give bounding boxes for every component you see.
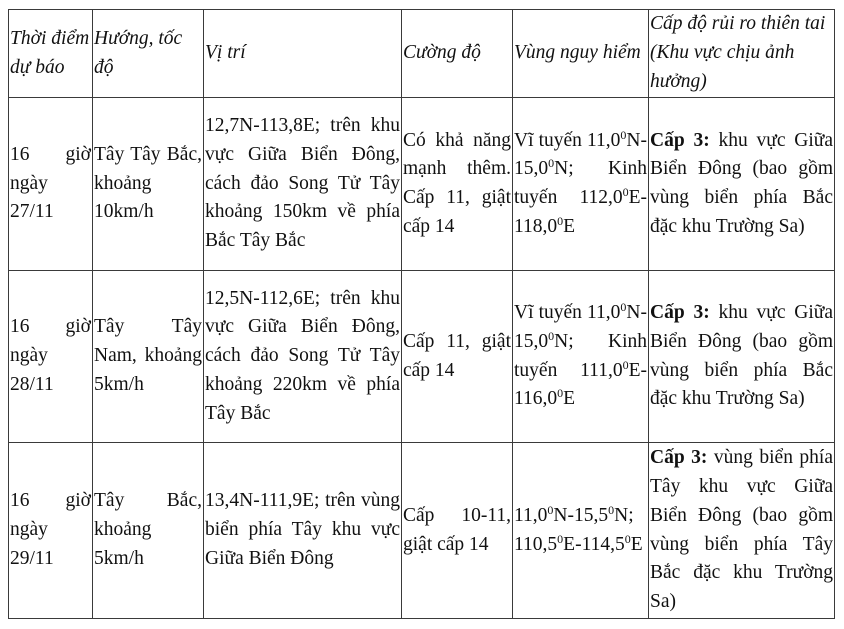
cell-position: 13,4N-111,9E; trên vùng biển phía Tây khu vực Giữa Biển Đông [204, 443, 402, 619]
danger-zone-unit: N; Kinh tuyến [514, 330, 647, 381]
danger-zone-unit: N; [614, 504, 634, 526]
danger-zone-unit: N; Kinh tuyến [514, 158, 647, 208]
danger-zone-lon-to: 114,5 [581, 533, 625, 555]
cell-direction-speed: Tây Bắc, khoảng 5km/h [93, 443, 204, 619]
risk-level-label: Cấp 3: [650, 129, 710, 151]
cell-direction-speed: Tây Tây Nam, khoảng 5km/h [93, 271, 204, 443]
table-row [9, 98, 835, 271]
danger-zone-lat-prefix: Vĩ tuyến [514, 302, 588, 324]
table-header-row [9, 10, 835, 98]
risk-level-label: Cấp 3: [650, 447, 708, 469]
cell-position: 12,7N-113,8E; trên khu vực Giữa Biển Đông, cách đảo Song Tử Tây khoảng 150km về phía Bắc Tây Bắc [204, 98, 402, 271]
danger-zone-lat-prefix: Vĩ tuyến [514, 129, 588, 151]
header-risk-level: Cấp độ rủi ro thiên tai (Khu vực chịu ảnh hưởng) [649, 10, 835, 98]
degree-mark: 0 [557, 531, 564, 546]
risk-level-label: Cấp 3: [650, 302, 710, 324]
header-intensity: Cường độ [402, 10, 513, 98]
cell-direction-speed: Tây Tây Bắc, khoảng 10km/h [93, 98, 204, 271]
degree-mark: 0 [622, 185, 629, 199]
danger-zone-lon-to: 118,0 [514, 215, 558, 237]
storm-forecast-table [8, 9, 835, 619]
degree-mark: 0 [620, 127, 627, 142]
danger-zone-lon-to: 116,0 [514, 388, 558, 410]
danger-zone-unit: E [563, 388, 576, 410]
danger-zone-lat-from: 11,0 [587, 302, 621, 324]
degree-mark: 0 [557, 386, 564, 401]
table-row [9, 271, 835, 443]
cell-position: 12,5N-112,6E; trên khu vực Giữa Biển Đông, cách đảo Song Tử Tây khoảng 220km về phía Tây Bắc [204, 271, 402, 443]
table-row [9, 443, 835, 619]
danger-zone-unit: E- [628, 359, 647, 381]
danger-zone-unit: E [630, 533, 643, 555]
cell-risk-level [649, 443, 835, 619]
cell-danger-zone [513, 271, 649, 443]
danger-zone-lat-from: 11,0 [587, 129, 621, 151]
risk-area-text: vùng biển phía Tây khu vực Giữa Biển Đông (bao gồm vùng biển phía Tây Bắc đặc khu Trường Sa) [650, 447, 833, 612]
degree-mark: 0 [548, 156, 555, 171]
header-forecast-time: Thời điểm dự báo [9, 10, 93, 98]
cell-risk-level [649, 271, 835, 443]
cell-risk-level [649, 98, 835, 271]
degree-mark: 0 [620, 300, 627, 315]
danger-zone-lat-to: 15,0 [514, 330, 549, 352]
cell-danger-zone [513, 443, 649, 619]
cell-forecast-time: 16 giờ ngày 27/11 [9, 98, 93, 271]
danger-zone-unit: E [563, 215, 576, 237]
degree-mark: 0 [548, 328, 555, 343]
cell-danger-zone [513, 98, 649, 271]
cell-intensity: Cấp 10-11, giật cấp 14 [402, 443, 513, 619]
degree-mark: 0 [624, 531, 631, 546]
cell-forecast-time: 16 giờ ngày 28/11 [9, 271, 93, 443]
danger-zone-unit: N- [553, 504, 574, 526]
danger-zone-lon-from: 110,5 [514, 533, 558, 555]
danger-zone-unit: E- [628, 187, 647, 208]
degree-mark: 0 [608, 502, 615, 517]
risk-area-text: khu vực Giữa Biển Đông (bao gồm vùng biển phía Bắc đặc khu Trường Sa) [650, 302, 833, 410]
header-position: Vị trí [204, 10, 402, 98]
danger-zone-lon-from: 111,0 [580, 359, 623, 381]
danger-zone-lat-to: 15,0 [514, 158, 549, 180]
cell-intensity: Cấp 11, giật cấp 14 [402, 271, 513, 443]
header-danger-zone: Vùng nguy hiểm [513, 10, 649, 98]
danger-zone-unit: N- [626, 302, 647, 324]
cell-intensity: Có khả năng mạnh thêm. Cấp 11, giật cấp 14 [402, 98, 513, 271]
degree-mark: 0 [547, 502, 554, 517]
header-direction-speed: Hướng, tốc độ [93, 10, 204, 98]
danger-zone-lon-from: 112,0 [579, 187, 623, 208]
cell-forecast-time: 16 giờ ngày 29/11 [9, 443, 93, 619]
danger-zone-unit: E- [563, 533, 582, 555]
degree-mark: 0 [557, 213, 564, 228]
degree-mark: 0 [622, 357, 629, 372]
danger-zone-lat-to: 15,5 [573, 504, 609, 526]
danger-zone-lat-from: 11,0 [514, 504, 548, 526]
risk-area-text: khu vực Giữa Biển Đông (bao gồm vùng biển phía Bắc đặc khu Trường Sa) [650, 129, 833, 237]
danger-zone-unit: N- [626, 129, 647, 151]
